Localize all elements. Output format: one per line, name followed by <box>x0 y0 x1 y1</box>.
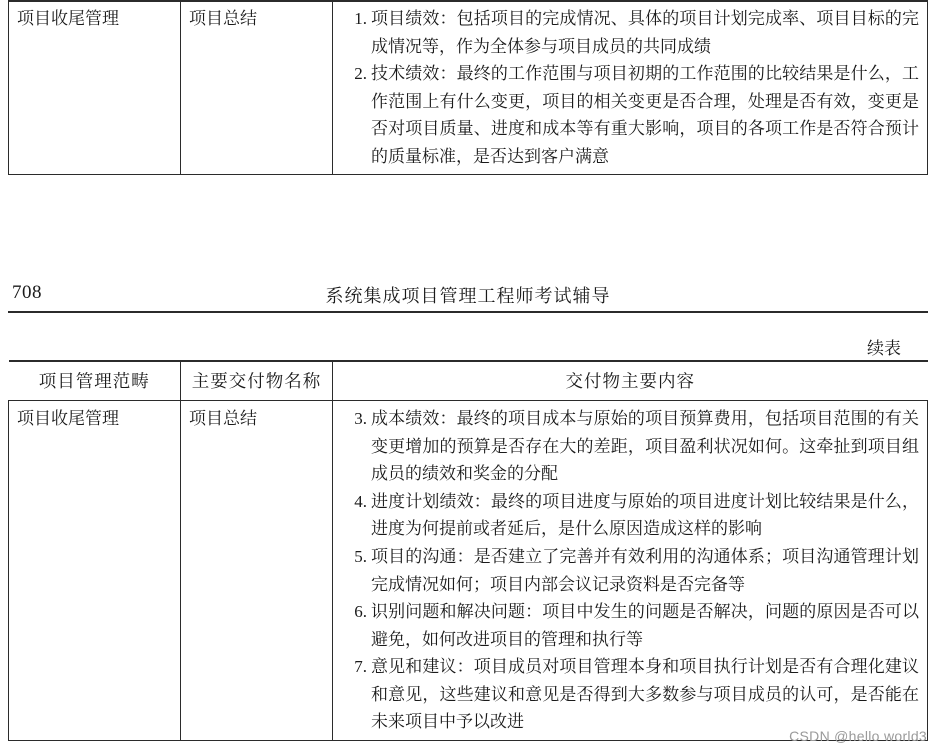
header-rule <box>8 311 928 313</box>
main-table-wrapper <box>8 360 928 741</box>
list-text: 进度计划绩效：最终的项目进度与原始的项目进度计划比较结果是什么，进度为何提前或者延后，是什么原因造成这样的影响 <box>371 491 919 539</box>
list-item <box>341 543 919 598</box>
list-marker: 3. <box>354 409 367 429</box>
list-marker: 4. <box>354 491 367 511</box>
list-item <box>341 5 919 60</box>
page-number: 708 <box>12 282 42 303</box>
table-row <box>9 401 928 740</box>
content-list <box>341 405 919 735</box>
list-text: 成本绩效：最终的项目成本与原始的项目预算费用，包括项目范围的有关变更增加的预算是否存在大的差距，项目盈利状况如何。这牵扯到项目组成员的绩效和奖金的分配 <box>371 409 919 484</box>
page-break-gap <box>0 186 937 260</box>
list-item <box>341 405 919 488</box>
table-header-row <box>9 361 928 401</box>
list-marker: 1. <box>354 9 367 28</box>
list-item <box>341 488 919 543</box>
list-item <box>341 653 919 736</box>
cell-content <box>333 1 928 175</box>
list-marker: 7. <box>354 657 367 677</box>
cell-deliverable: 项目总结 <box>181 401 333 740</box>
book-title: 系统集成项目管理工程师考试辅导 <box>325 286 611 306</box>
cell-deliverable: 项目总结 <box>181 1 333 175</box>
list-text: 意见和建议：项目成员对项目管理本身和项目执行计划是否有合理化建议和意见，这些建议和意见是否得到大多数参与项目成员的认可，是否能在未来项目中予以改进 <box>371 657 919 732</box>
list-text: 识别问题和解决问题：项目中发生的问题是否解决，问题的原因是否可以避免，如何改进项目的管理和执行等 <box>371 602 919 649</box>
list-marker: 6. <box>354 602 367 622</box>
top-table-fragment <box>8 0 928 175</box>
content-list <box>341 5 919 170</box>
cell-content <box>333 401 928 740</box>
main-table <box>8 360 928 741</box>
column-header-deliverable: 主要交付物名称 <box>181 361 333 401</box>
cell-scope: 项目收尾管理 <box>9 1 181 175</box>
list-text: 项目的沟通：是否建立了完善并有效利用的沟通体系；项目沟通管理计划完成情况如何；项目内部会议记录资料是否完备等 <box>371 547 919 594</box>
column-header-content: 交付物主要内容 <box>333 361 928 401</box>
list-text: 技术绩效：最终的工作范围与项目初期的工作范围的比较结果是什么，工作范围上有什么变更，项目的相关变更是否合理，处理是否有效，变更是否对项目质量、进度和成本等有重大影响，项目的各项工作是否符合预计的质量标准，是否达到客户满意 <box>371 64 919 166</box>
table-row <box>9 1 928 175</box>
column-header-scope: 项目管理范畴 <box>9 361 181 401</box>
watermark: CSDN @hello world3 <box>789 728 927 744</box>
cell-scope: 项目收尾管理 <box>9 401 181 740</box>
list-item <box>341 598 919 653</box>
list-marker: 5. <box>354 547 367 566</box>
list-marker: 2. <box>354 64 367 84</box>
continued-label: 续表 <box>867 339 901 358</box>
list-item <box>341 60 919 170</box>
top-table <box>8 0 928 175</box>
page-header <box>8 282 928 312</box>
list-text: 项目绩效：包括项目的完成情况、具体的项目计划完成率、项目目标的完成情况等，作为全体参与项目成员的共同成绩 <box>371 9 919 56</box>
